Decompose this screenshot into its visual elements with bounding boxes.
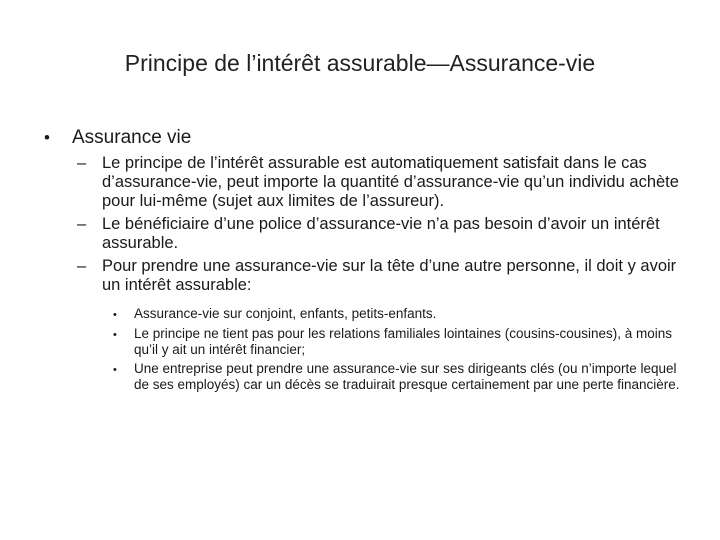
sub-sub-bullet-text: Assurance-vie sur conjoint, enfants, petits-enfants. [134,306,437,321]
sub-bullet-text: Le bénéficiaire d’une police d’assurance-vie n’a pas besoin d’avoir un intérêt assurable. [102,215,660,252]
bullet-level-1 [44,127,191,149]
sub-sub-bullet [113,306,688,323]
sub-bullet-text: Pour prendre une assurance-vie sur la tête d’une autre personne, il doit y avoir un intérêt assurable: [102,257,677,294]
dash-marker: – [77,154,87,172]
sub-bullet [77,257,687,295]
bullet-marker: • [113,364,117,376]
sub-bullet-list [77,154,687,299]
sub-bullet [77,215,687,253]
dash-marker: – [77,257,87,275]
sub-sub-bullet-text: Le principe ne tient pas pour les relations familiales lointaines (cousins-cousines), à moins qu’il y ait un intérêt financier; [134,326,673,357]
sub-sub-bullet [113,361,688,393]
sub-sub-bullet-list [113,306,688,396]
sub-bullet-text: Le principe de l’intérêt assurable est automatiquement satisfait dans le cas d’assurance-vie, peut importe la quantité d’assurance-vie qu’un individu achète pour lui-même (sujet aux limites de l’assureur). [102,154,679,210]
sub-sub-bullet-text: Une entreprise peut prendre une assurance-vie sur ses dirigeants clés (ou n’importe lequel de ses employés) car un décès se traduirait presque certainement par une perte financière. [134,361,680,392]
bullet-marker: • [113,309,117,321]
slide-title: Principe de l’intérêt assurable—Assurance-vie [124,50,596,76]
bullet-marker: • [44,128,50,147]
dash-marker: – [77,215,87,233]
sub-sub-bullet [113,326,688,358]
sub-bullet [77,154,687,211]
bullet-marker: • [113,329,117,341]
bullet-text: Assurance vie [72,127,192,148]
